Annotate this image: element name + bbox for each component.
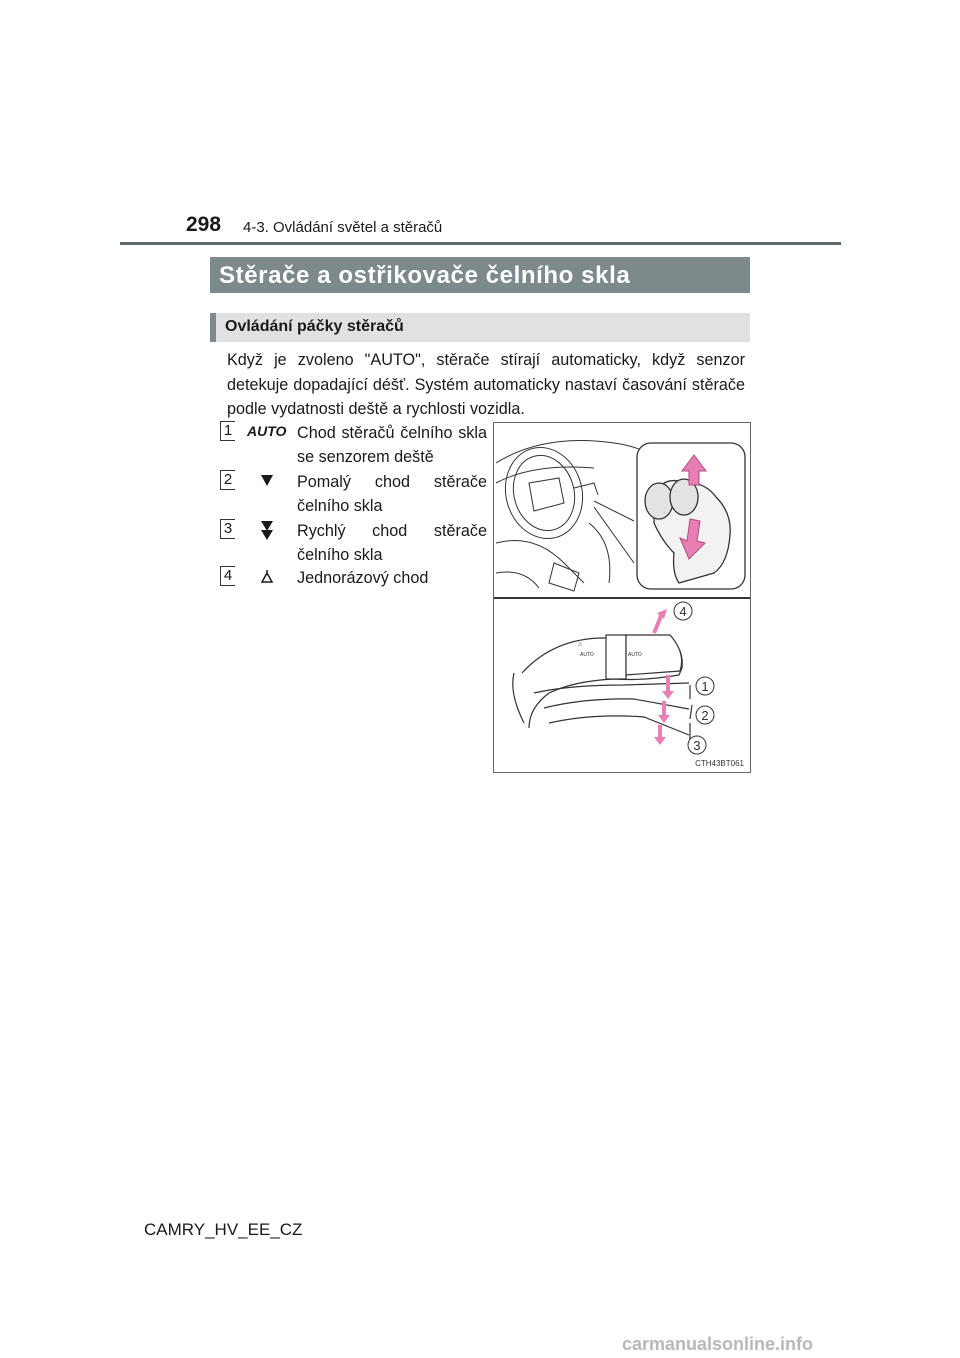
document-code: CAMRY_HV_EE_CZ xyxy=(144,1220,303,1239)
callout-1 xyxy=(696,677,714,695)
page-number: 298 xyxy=(186,213,222,236)
single-triangle-down-icon xyxy=(243,470,291,494)
list-item xyxy=(213,470,488,518)
svg-text:4: 4 xyxy=(679,604,687,619)
intro-paragraph: Když je zvoleno "AUTO", stěrače stírají automaticky, když senzor detekuje dopadající déšť. Systém automaticky nastaví časování stěrače podle vydatnosti deště a rychlosti vozidla. xyxy=(227,351,745,418)
subsection-accent xyxy=(210,313,216,342)
down-arrow-icon xyxy=(662,675,674,699)
header-divider xyxy=(120,242,841,245)
section-title: Stěrače a ostřikovače čelního skla xyxy=(219,262,631,289)
item-number: 4 xyxy=(220,566,235,586)
figure-code: CTH43BT061 xyxy=(695,759,744,768)
item-text: Pomalý chod stěrače čelního skla xyxy=(297,473,487,515)
up-arrow-icon xyxy=(654,609,667,633)
svg-text:△: △ xyxy=(578,641,582,647)
section-title-bar xyxy=(210,257,750,293)
lever-illustration xyxy=(513,635,692,741)
auto-icon xyxy=(243,421,291,445)
list-item xyxy=(213,519,488,567)
down-arrow-icon xyxy=(654,725,666,745)
auto-icon-label: AUTO xyxy=(247,423,287,439)
item-text: Chod stěračů čelního skla se senzorem deště xyxy=(297,424,487,466)
subsection-title-bar xyxy=(210,313,750,342)
watermark[interactable]: carmanualsonline.info xyxy=(622,1334,814,1354)
wiper-lever-figure xyxy=(493,422,751,773)
subsection-title: Ovládání páčky stěračů xyxy=(225,318,404,335)
list-item xyxy=(213,566,488,592)
double-triangle-down-icon xyxy=(243,519,291,543)
item-text: Jednorázový chod xyxy=(297,569,429,587)
svg-text:2: 2 xyxy=(701,708,709,723)
svg-text:1: 1 xyxy=(701,679,709,694)
item-number: 2 xyxy=(220,470,235,490)
callout-4 xyxy=(674,602,692,620)
item-number: 3 xyxy=(220,519,235,539)
outline-triangle-icon xyxy=(243,566,291,590)
callout-2 xyxy=(696,706,714,724)
list-item xyxy=(213,421,488,469)
svg-text:AUTO: AUTO xyxy=(580,652,594,658)
svg-text:AUTO: AUTO xyxy=(628,652,642,658)
item-number: 1 xyxy=(220,421,235,441)
item-text: Rychlý chod stěrače čelního skla xyxy=(297,522,487,564)
svg-text:3: 3 xyxy=(693,738,701,753)
callout-3 xyxy=(688,736,706,754)
wiper-illustration xyxy=(494,423,750,772)
breadcrumb: 4-3. Ovládání světel a stěračů xyxy=(243,219,443,236)
